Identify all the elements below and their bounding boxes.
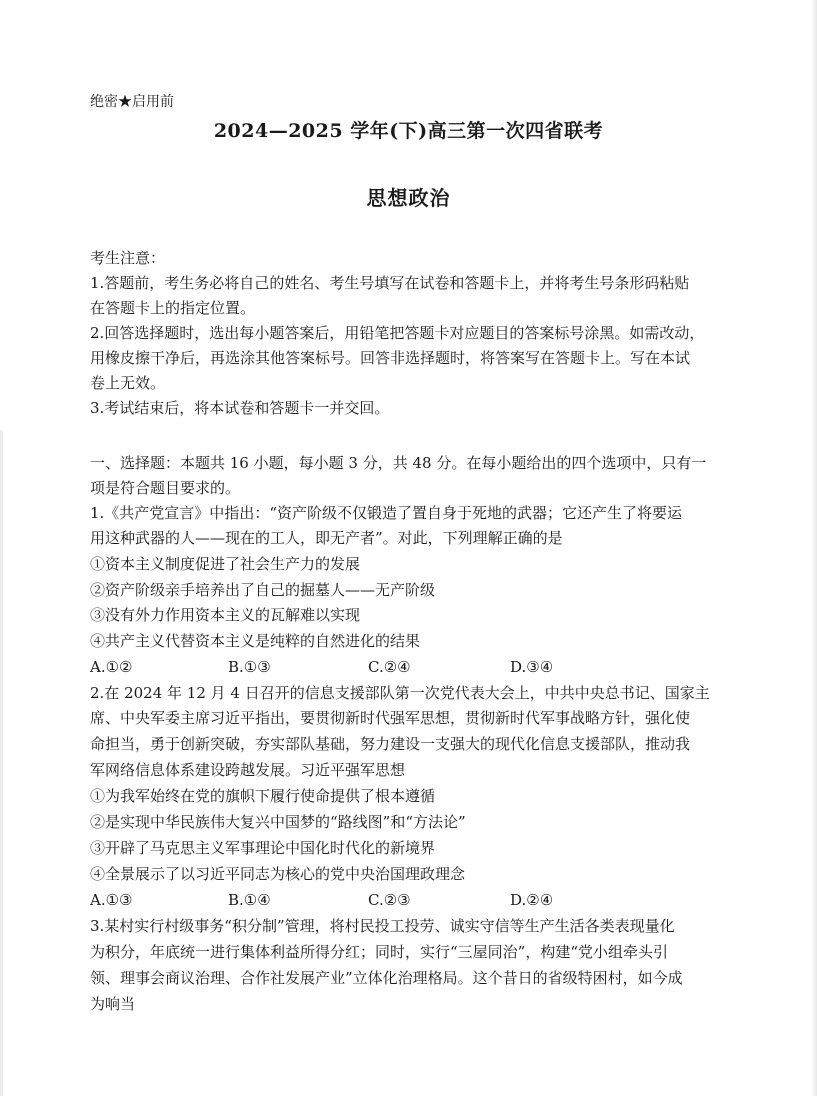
exam-title: 2024—2025 学年(下)高三第一次四省联考 bbox=[213, 120, 604, 142]
notice-line: 3.考试结束后，将本试卷和答题卡一并交回。 bbox=[90, 399, 390, 417]
page-edge-line bbox=[0, 430, 3, 1096]
question-2-option-a: A.①③ bbox=[90, 891, 133, 909]
question-2-item: ④全景展示了以习近平同志为核心的党中央治国理政理念 bbox=[90, 865, 466, 883]
question-3-stem: 为积分，年底统一进行集体利益所得分红；同时，实行“三屋同治”，构建“党小组牵头引 bbox=[90, 943, 669, 961]
question-2-item: ②是实现中华民族伟大复兴中国梦的“路线图”和“方法论” bbox=[90, 813, 466, 831]
notice-line: 2.回答选择题时，选出每小题答案后，用铅笔把答题卡对应题目的答案标号涂黑。如需改动， bbox=[90, 324, 705, 342]
notice-heading: 考生注意： bbox=[90, 249, 166, 267]
question-2-option-c: C.②③ bbox=[368, 891, 411, 909]
question-2-item: ③开辟了马克思主义军事理论中国化时代化的新境界 bbox=[90, 839, 436, 857]
confidential-seal-text: 绝密★启用前 bbox=[90, 94, 174, 110]
question-1-option-a: A.①② bbox=[90, 658, 133, 676]
question-1-item: ②资产阶级亲手培养出了自己的掘墓人——无产阶级 bbox=[90, 581, 436, 599]
question-1-item: ①资本主义制度促进了社会生产力的发展 bbox=[90, 555, 361, 573]
notice-line: 用橡皮擦干净后，再选涂其他答案标号。回答非选择题时，将答案写在答题卡上。写在本试 bbox=[90, 349, 691, 367]
question-2-stem: 2.在 2024 年 12 月 4 日召开的信息支援部队第一次党代表大会上，中共中央总书记、国家主 bbox=[90, 684, 710, 702]
question-1-option-b: B.①③ bbox=[228, 658, 271, 676]
question-2-stem: 命担当，勇于创新突破，夯实部队基础，努力建设一支强大的现代化信息支援部队，推动我 bbox=[90, 735, 691, 753]
question-1-item: ④共产主义代替资本主义是纯粹的自然进化的结果 bbox=[90, 632, 421, 650]
question-1-option-c: C.②④ bbox=[368, 658, 411, 676]
notice-line: 在答题卡上的指定位置。 bbox=[90, 299, 256, 317]
question-1-item: ③没有外力作用资本主义的瓦解难以实现 bbox=[90, 606, 361, 624]
notice-line: 卷上无效。 bbox=[90, 374, 166, 392]
question-2-stem: 席、中央军委主席习近平指出，要贯彻新时代强军思想，贯彻新时代军事战略方针，强化使 bbox=[90, 709, 691, 727]
subject-title: 思想政治 bbox=[366, 186, 451, 210]
notice-line: 1.答题前，考生务必将自己的姓名、考生号填写在试卷和答题卡上，并将考生号条形码粘贴 bbox=[90, 274, 690, 292]
question-2-option-b: B.①④ bbox=[228, 891, 271, 909]
page-edge-shadow bbox=[811, 0, 817, 1096]
section-instructions: 项是符合题目要求的。 bbox=[90, 479, 241, 497]
question-3-stem: 3.某村实行村级事务“积分制”管理，将村民投工投劳、诚实守信等生产生活各类表现量化 bbox=[90, 917, 675, 935]
question-2-item: ①为我军始终在党的旗帜下履行使命提供了根本遵循 bbox=[90, 787, 436, 805]
question-1-stem: 1.《共产党宣言》中指出：“资产阶级不仅锻造了置自身于死地的武器；它还产生了将要运 bbox=[90, 504, 682, 522]
question-1-stem: 用这种武器的人——现在的工人，即无产者”。对此，下列理解正确的是 bbox=[90, 529, 563, 547]
question-3-stem: 领、理事会商议治理、合作社发展产业”立体化治理格局。这个昔日的省级特困村，如今成 bbox=[90, 969, 683, 987]
question-1-option-d: D.③④ bbox=[510, 658, 554, 676]
question-3-stem: 为响当 bbox=[90, 995, 136, 1013]
question-2-stem: 军网络信息体系建设跨越发展。习近平强军思想 bbox=[90, 761, 406, 779]
section-instructions: 一、选择题：本题共 16 小题，每小题 3 分，共 48 分。在每小题给出的四个选项中，只有一 bbox=[90, 454, 707, 472]
question-2-option-d: D.②④ bbox=[510, 891, 554, 909]
